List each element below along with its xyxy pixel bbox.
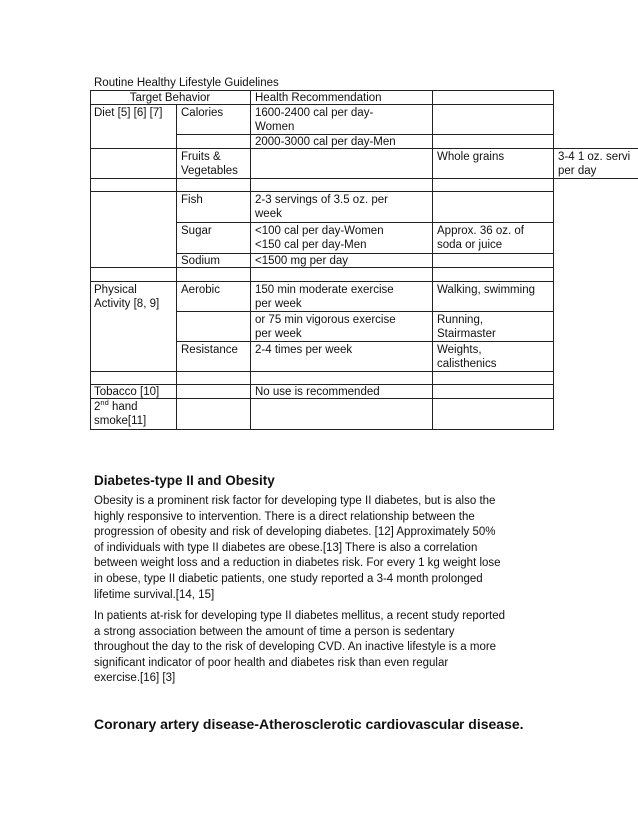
- table-rule: [176, 253, 554, 254]
- calories-women: 1600-2400 cal per day- Women: [255, 107, 374, 133]
- aerobic-moderate: 150 min moderate exercise per week: [255, 284, 394, 310]
- table-rule: [90, 429, 554, 430]
- table-rule: [90, 90, 91, 430]
- fruits-label: Fruits & Vegetables: [181, 151, 238, 177]
- diet-label: Diet [5] [6] [7]: [94, 107, 163, 119]
- fish-label: Fish: [181, 194, 203, 206]
- resistance-example: Weights, calisthenics: [437, 344, 497, 370]
- second-hand-smoke-label: 2nd hand smoke[11]: [94, 398, 147, 427]
- tobacco-recommendation: No use is recommended: [255, 386, 380, 398]
- fruits-extra: 3-4 1 oz. servi per day: [558, 151, 631, 177]
- resistance-recommendation: 2-4 times per week: [255, 344, 353, 356]
- aerobic-moderate-example: Walking, swimming: [437, 284, 535, 296]
- sugar-example: Approx. 36 oz. of soda or juice: [437, 225, 524, 251]
- aerobic-label: Aerobic: [181, 284, 220, 296]
- tobacco-label: Tobacco [10]: [94, 386, 160, 398]
- sugar-women: <100 cal per day-Women: [255, 225, 384, 237]
- sugar-label: Sugar: [181, 225, 212, 237]
- table-rule: [90, 178, 638, 179]
- section-heading-coronary: Coronary artery disease-Atherosclerotic cardiovascular disease.: [94, 716, 524, 732]
- calories-men: 2000-3000 cal per day-Men: [255, 136, 396, 148]
- table-rule: [90, 281, 554, 282]
- table-rule: [553, 90, 554, 430]
- fruits-example: Whole grains: [437, 151, 505, 163]
- paragraph-obesity: Obesity is a prominent risk factor for developing type II diabetes, but is also the highly responsive to intervention. There is a direct relationship between the progression of obesity and risk of developing diabetes. [12] Approximately 50% of individuals with type II diabetes are obese.[13] There is also a correlation between weight loss and a reduction in diabetes risk. For every 1 kg weight lose in obese, type II diabetic patients, one study reported a 3-4 month prolonged lifetime survival.[14, 15]: [94, 495, 501, 601]
- table-rule: [176, 104, 177, 430]
- aerobic-vigorous-example: Running, Stairmaster: [437, 314, 496, 340]
- table-rule: [90, 191, 554, 192]
- sodium-recommendation: <1500 mg per day: [255, 255, 349, 267]
- section-heading-diabetes: Diabetes-type II and Obesity: [94, 473, 275, 488]
- table-rule: [250, 90, 251, 430]
- table-rule: [432, 90, 433, 430]
- table-rule: [176, 222, 554, 223]
- table-caption: Routine Healthy Lifestyle Guidelines: [94, 77, 279, 89]
- resistance-label: Resistance: [181, 344, 238, 356]
- aerobic-vigorous: or 75 min vigorous exercise per week: [255, 314, 396, 340]
- sugar-men: <150 cal per day-Men: [255, 239, 367, 251]
- paragraph-sedentary: In patients at-risk for developing type II diabetes mellitus, a recent study reported a strong association between the amount of time a person is sedentary throughout the day to the risk of developing CVD. An inactive lifestyle is a more significant indicator of poor health and diabetes risk than even regular exercise.[16] [3]: [94, 610, 506, 685]
- calories-label: Calories: [181, 107, 224, 119]
- table-rule: [176, 341, 554, 342]
- table-rule: [176, 311, 554, 312]
- header-health-recommendation: Health Recommendation: [255, 92, 382, 104]
- header-target-behavior: Target Behavior: [129, 92, 211, 104]
- table-rule: [90, 371, 554, 372]
- sodium-label: Sodium: [181, 255, 220, 267]
- fish-recommendation: 2-3 servings of 3.5 oz. per week: [255, 194, 388, 220]
- physical-activity-label: Physical Activity [8, 9]: [94, 284, 160, 310]
